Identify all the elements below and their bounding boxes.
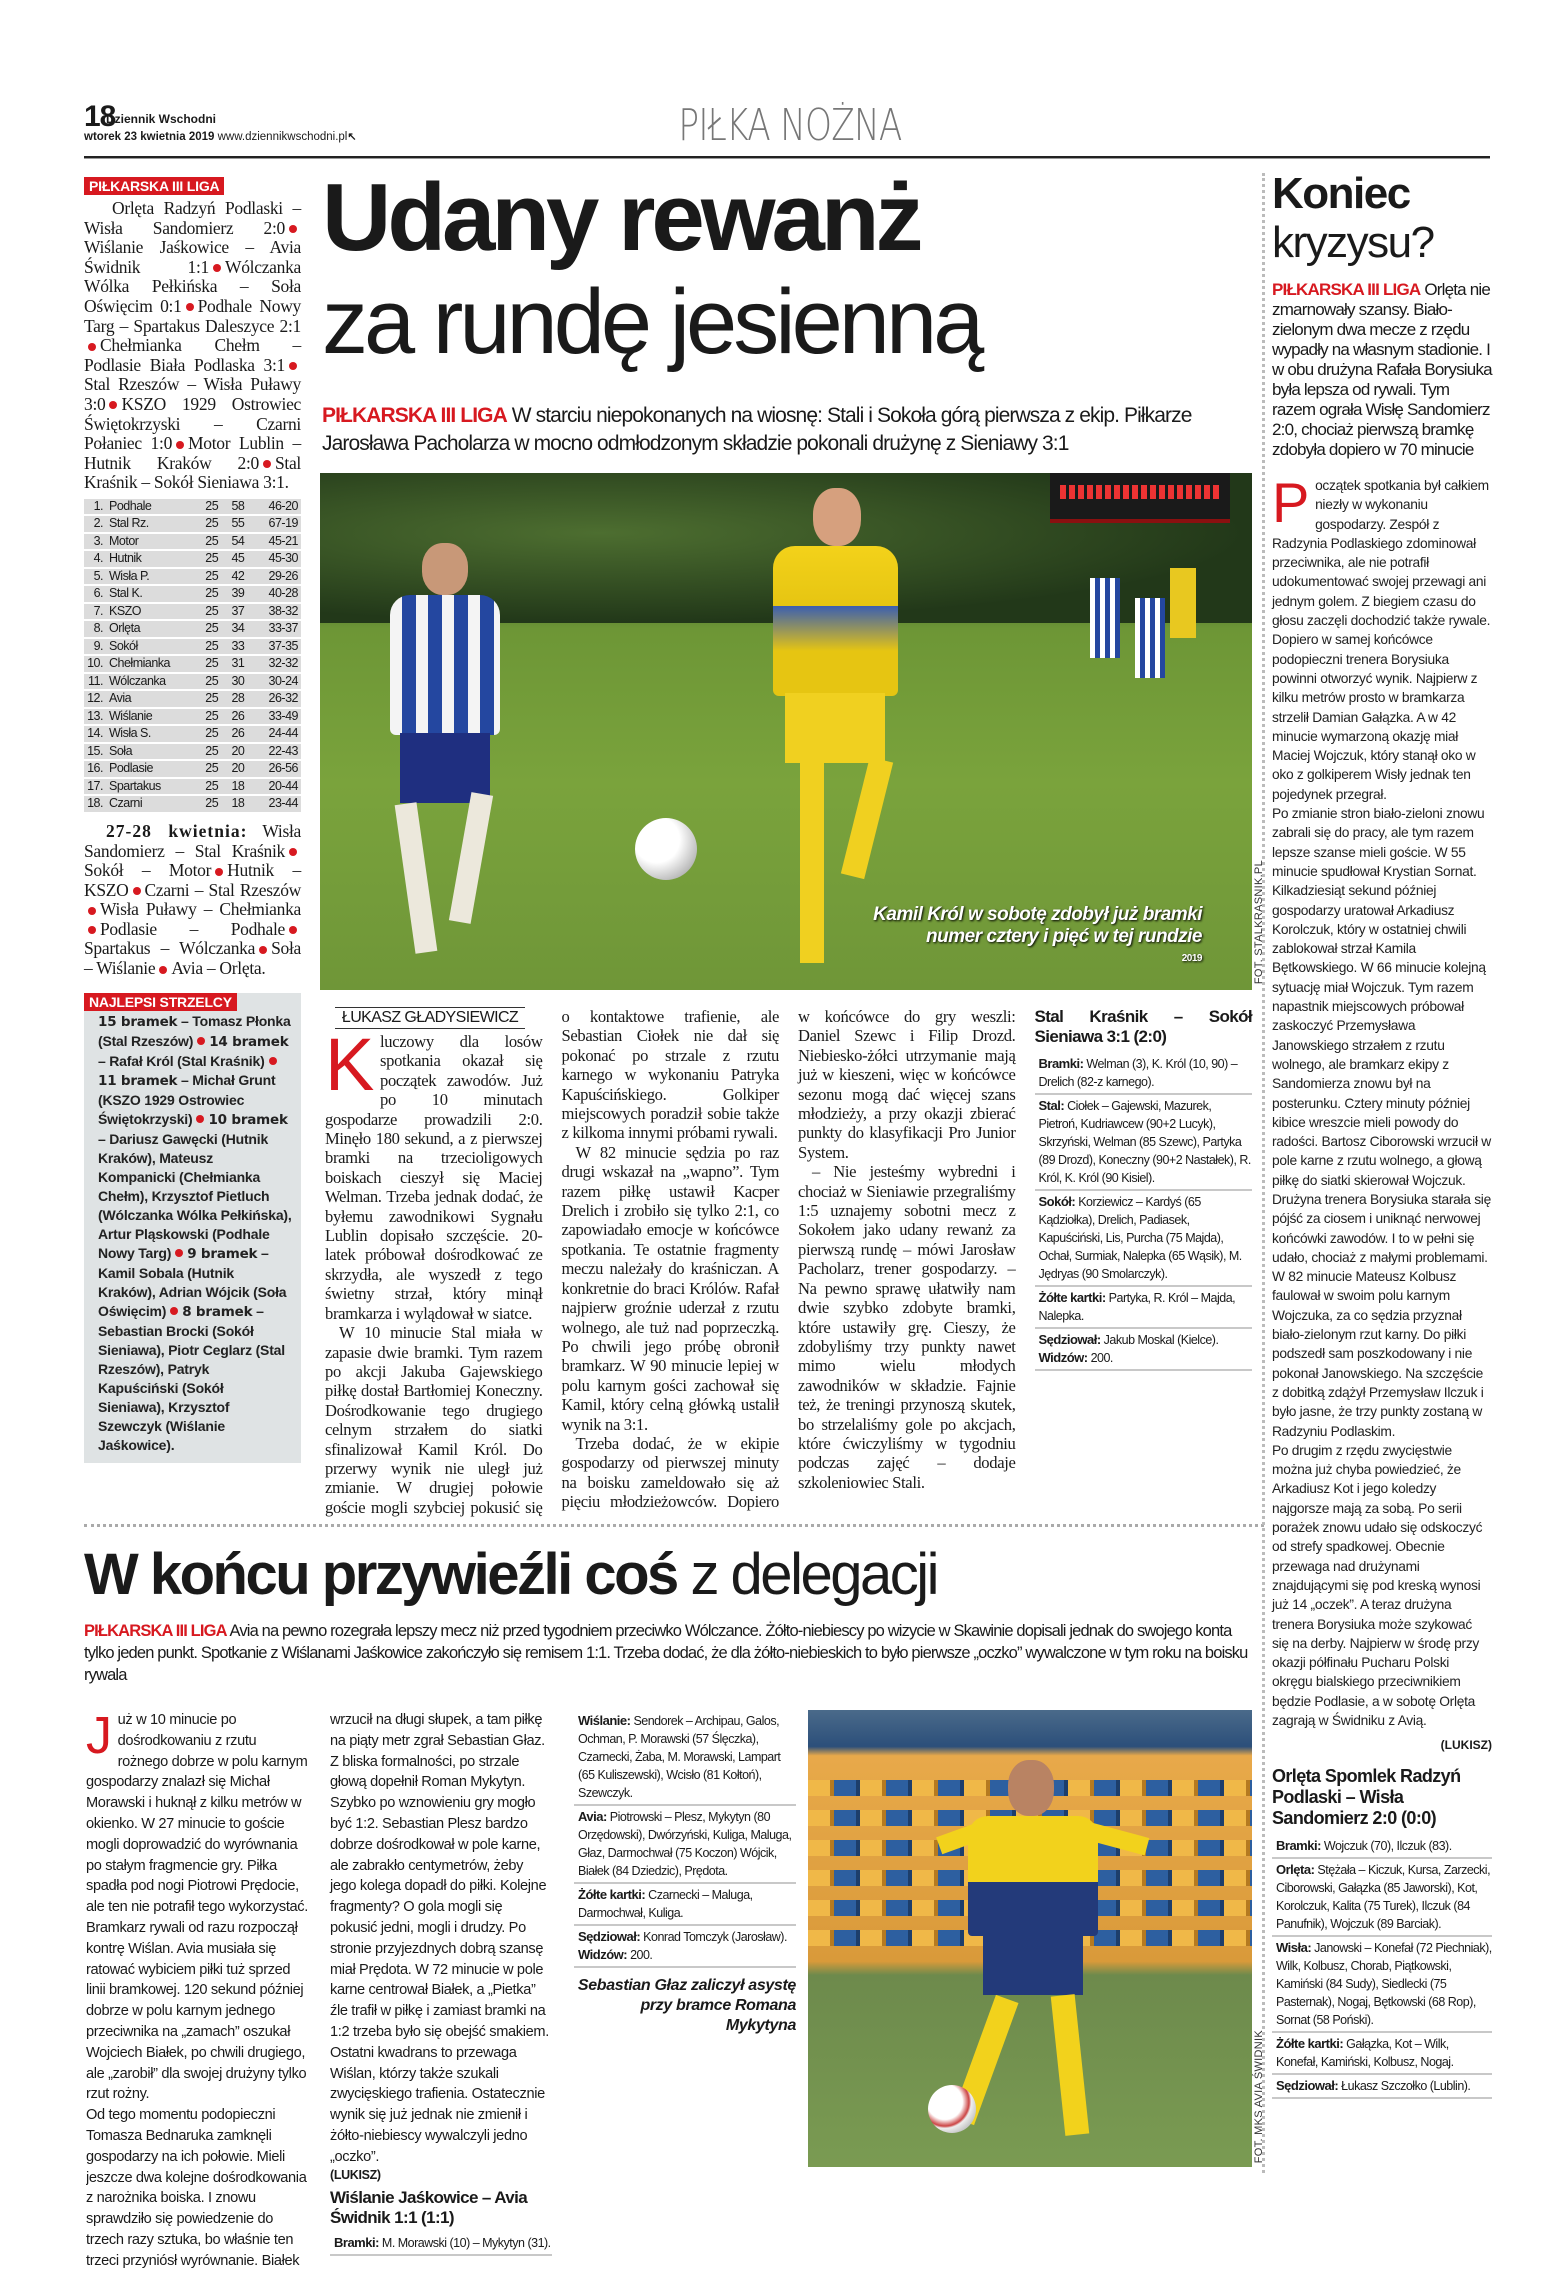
scorer-names: – Dariusz Gawęcki (Hutnik Kraków), Mateusz Kompanicki (Chełmianka Chełm), Krzysztof Pietluch (Wólczanka Wólka Pełkińska), Artur Pląskowski (Podhale Nowy Targ) xyxy=(98,1130,292,1261)
standings-points: 42 xyxy=(225,569,251,585)
bullet-dot-icon xyxy=(88,926,96,934)
stat-label: Widzów: xyxy=(578,1947,628,1962)
fixture-item: Sokół – Motor xyxy=(84,860,212,881)
stat-value: Sendorek – Archipau, Galos, Ochman, P. Morawski (57 Ślęczka), Czarnecki, Żaba, M. Morawski, Lampart (65 Kuliszewski), Wcisło (81 Kołtoń), Szewczyk. xyxy=(578,1714,781,1800)
main-headline-line1: Udany rewanż xyxy=(322,164,920,271)
standings-rank: 12. xyxy=(84,691,106,707)
standings-goals: 33-37 xyxy=(251,621,301,637)
standings-games: 25 xyxy=(199,586,225,602)
main-deck-text: W starciu niepokonanych na wiosnę: Stali i Sokoła górą pierwsza z ekip. Piłkarze Jarosława Pacholarza w mocno odmłodzonym składzie pokonali drużynę z Sieniawy 3:1 xyxy=(322,404,1192,455)
bottom-kicker: PIŁKARSKA III LIGA xyxy=(84,1622,227,1640)
standings-goals: 46-20 xyxy=(251,499,301,515)
standings-team: Motor xyxy=(106,534,199,550)
main-deck xyxy=(322,402,1257,458)
paragraph: Od tego momentu podopieczni Tomasza Bednaruka zamknęli gospodarzy na ich połowie. Mieli jeszcze dwa kolejne dośrodkowania z narożnika boiska. I znowu sprawdziło się powiedzenie do trzech razy sztuka, bo właśnie ten trzeci przyniósł wyrównanie. Białek wrzucił na długi słupek, a tam piłkę na piąty metr zgrał Sebastian Głaz. Z bliska formalności, po strzale głową dopełnił Roman Mykytyn. xyxy=(86,1712,545,2269)
stat-label: Widzów: xyxy=(1038,1350,1088,1365)
standings-points: 26 xyxy=(225,709,251,725)
stat-label: Żółte kartki: xyxy=(1038,1290,1106,1305)
standings-games: 25 xyxy=(199,674,225,690)
standings-goals: 37-35 xyxy=(251,639,301,655)
standings-games: 25 xyxy=(199,761,225,777)
stat-value: Jakub Moskal (Kielce). xyxy=(1103,1333,1219,1347)
standings-goals: 40-28 xyxy=(251,586,301,602)
scorer-names: – Michał Grunt (KSZO 1929 Ostrowiec Świętokrzyski) xyxy=(98,1071,276,1127)
stat-label: Żółte kartki: xyxy=(1276,2036,1344,2052)
background-players xyxy=(1090,558,1200,748)
result-item: Wiślanie Jaśkowice – Avia Świdnik 1:1 xyxy=(84,237,301,277)
paragraph: Po zmianie stron biało-zieloni znowu zabrali się do pracy, ale tym razem lepsze szanse mieli goście. W 55 minucie spudłował Krystian Sornat. Kilkadziesiąt sekund później gospodarzy uratował Arkadiusz Korolczuk, który w ostatniej chwili zablokował strzał Kamila Bętkowskiego. W 66 minucie kolejną sytuację miał Wojczuk. Tym razem napastnik miejscowych próbował zaskoczyć Przemysława Janowskiego strzałem z rzutu wolnego, ale bramkarz ekipy z Sandomierza znowu był na posterunku. Cztery minuty później kibice wreszcie mieli powody do radości. Bartosz Ciborowski wrzucił w pole karne z rzutu wolnego, a głową piłkę do siatki skierował Wojczuk. Drużyna trenera Borysiuka starała się pójść za ciosem i uniknąć nerwowej końcówki zawodów. I to w pełni się udało, chociaż z małymi problemami. W 82 minucie Mateusz Kolbusz faulował w swoim polu karnym Wojczuka, za co sędzia przyznał biało-zielonym rzut karny. Do piłki podszedł sam poszkodowany i nie pokonał Janowskiego. Na szczęście z dobitką zdążył Przemysław Ilczuk i było jasne, że trzy punkty zostaną w Radzyniu Podlaskim. xyxy=(1272,806,1491,1439)
standings-games: 25 xyxy=(199,499,225,515)
match-title: Orlęta Spomlek Radzyń Podlaski – Wisła Sandomierz 2:0 (0:0) xyxy=(1272,1766,1461,1829)
standings-points: 54 xyxy=(225,534,251,550)
issue-date: wtorek 23 kwietnia 2019 xyxy=(84,131,215,143)
standings-row xyxy=(84,621,301,637)
standings-points: 28 xyxy=(225,691,251,707)
fixture-item: Wisła Sandomierz – Stal Kraśnik xyxy=(84,820,301,861)
main-photo xyxy=(320,473,1252,990)
stat-value: Partyka, R. Król – Majda, Nalepka. xyxy=(1038,1291,1236,1323)
standings-rank: 9. xyxy=(84,639,106,655)
stat-label: Wiślanie: xyxy=(578,1713,631,1728)
standings-games: 25 xyxy=(199,796,225,812)
bullet-dot-icon xyxy=(289,362,297,370)
standings-team: Hutnik xyxy=(106,551,199,567)
standings-goals: 26-32 xyxy=(251,691,301,707)
standings-row xyxy=(84,779,301,795)
bullet-dot-icon xyxy=(263,460,271,468)
bullet-dot-icon xyxy=(196,1115,204,1123)
standings-team: Spartakus xyxy=(106,779,199,795)
standings-games: 25 xyxy=(199,691,225,707)
stat-value: 200. xyxy=(1090,1351,1113,1365)
standings-rank: 13. xyxy=(84,709,106,725)
photo-caption: Sebastian Głaz zaliczył asystę przy bramce Romana Mykytyna xyxy=(577,1977,796,2034)
bullet-dot-icon xyxy=(88,907,96,915)
stat-value: Łukasz Szczołko (Lublin). xyxy=(1341,2079,1471,2094)
paper-name: Dziennik Wschodni xyxy=(106,112,217,126)
bullet-dot-icon xyxy=(289,848,297,856)
side-title-line2: kryzysu? xyxy=(1272,218,1434,267)
dotted-divider xyxy=(84,1524,1264,1527)
main-kicker: PIŁKARSKA III LIGA xyxy=(322,404,507,427)
stat-label: Orlęta: xyxy=(1276,1862,1315,1878)
bullet-dot-icon xyxy=(289,225,297,233)
standings-games: 25 xyxy=(199,726,225,742)
standings-row xyxy=(84,569,301,585)
fixture-item: Podlasie – Podhale xyxy=(100,918,285,939)
standings-team: KSZO xyxy=(106,604,199,620)
bullet-dot-icon xyxy=(175,1249,183,1257)
bullet-dot-icon xyxy=(289,926,297,934)
standings-points: 37 xyxy=(225,604,251,620)
stat-value: Gałązka, Kot – Wilk, Konefał, Kamiński, Kolbusz, Nogaj. xyxy=(1276,2037,1454,2070)
standings-games: 25 xyxy=(199,709,225,725)
standings-rank: 7. xyxy=(84,604,106,620)
scorer-names: – Rafał Król (Stal Kraśnik) xyxy=(98,1052,265,1069)
standings-points: 26 xyxy=(225,726,251,742)
stat-value: Wojczuk (70), Ilczuk (83). xyxy=(1323,1839,1452,1854)
standings-rank: 8. xyxy=(84,621,106,637)
bottom-photo xyxy=(808,1710,1252,2167)
scorer-goals: 15 bramek xyxy=(98,1013,178,1030)
paragraph: Szybko po wznowieniu gry mogło być 1:2. Sebastian Plesz bardzo dobrze dośrodkował w pole karne, ale zabrakło centymetrów, żeby jego kolega dopadł do piłki. Kolejne fragmenty? O gola mogli się pokusić jedni, mogli i drudzy. Po stronie przyjezdnych dobrą szansę miał Prędota. W 72 minucie w pole karne centrował Białek, a „Pietka” źle trafił w piłkę i zamiast bramki na 1:2 trzeba było się obejść smakiem. Ostatni kwadrans to przewaga Wiślan, którzy także szukali zwycięskiego trafienia. Ostatecznie wynik się już jednak nie zmienił i żółto-niebiescy wywalczyli jedno „oczko”. xyxy=(330,1795,549,2165)
standings-points: 20 xyxy=(225,761,251,777)
top-scorers-box xyxy=(84,993,301,1463)
paragraph: W 10 minucie Stal miała w zapasie dwie bramki. Tym razem po akcji Jakuba Gajewskiego piłkę dostał Bartłomiej Koneczny. Dośrodkowanie tego drugiego celnym strzałem do siatki sfinalizował Kamil Król. Do przerwy wynik nie uległ już zmianie. W drugiej połowie goście mogli szybciej pokusić się o kontaktowe trafienie, ale Sebastian Ciołek nie dał się pokonać po strzale z rzutu karnego w wykonaniu Patryka Kapuścińskiego. Golkiper miejscowych poradził sobie także z kilkoma innymi próbami rywali. xyxy=(325,1007,779,1517)
standings-rank: 11. xyxy=(84,674,106,690)
result-item: Wólczanka Wólka Pełkińska – Soła Oświęcim 0:1 xyxy=(84,256,301,316)
side-kicker: PIŁKARSKA III LIGA xyxy=(1272,280,1421,299)
paragraph: Po drugim z rzędu zwycięstwie można już chyba powiedzieć, że Arkadiusz Kot i jego koledzy najgorsze mają za sobą. Po serii porażek znowu udało się odskoczyć od strefy spadkowej. Obecnie przewaga nad drużynami znajdującymi się pod kreską wynosi już 14 „oczek”. A teraz drużyna trenera Borysiuka może szykować się na derby. Najpierw w środę przy okazji półfinału Pucharu Polski okręgu bialskiego przeciwnikiem będzie Podlasie, a w sobotę Orlęta zagrają w Świdniku z Avią. xyxy=(1272,1442,1483,1728)
stat-label: Sędziował: xyxy=(578,1929,641,1944)
side-title-line1: Koniec xyxy=(1272,169,1410,218)
standings-goals: 30-24 xyxy=(251,674,301,690)
match-stat-row xyxy=(1035,1053,1253,1095)
standings-points: 55 xyxy=(225,516,251,532)
standings-rank: 6. xyxy=(84,586,106,602)
stat-label: Wisła: xyxy=(1276,1940,1312,1956)
bullet-dot-icon xyxy=(176,441,184,449)
bullet-dot-icon xyxy=(109,401,117,409)
stat-label: Żółte kartki: xyxy=(578,1887,646,1902)
match-stats-box xyxy=(1035,1007,1253,1371)
standings-points: 39 xyxy=(225,586,251,602)
standings-row xyxy=(84,639,301,655)
player-blue-white xyxy=(360,543,530,973)
league-sidebar xyxy=(84,177,301,1463)
stat-label: Stal: xyxy=(1038,1098,1065,1113)
section-title: PIŁKA NOŻNA xyxy=(678,100,902,151)
standings-rank: 3. xyxy=(84,534,106,550)
stat-value: 200. xyxy=(630,1948,653,1962)
scorer-names: – Tomasz Płonka (Stal Rzeszów) xyxy=(98,1012,291,1049)
match-title: Wiślanie Jaśkowice – Avia Świdnik 1:1 (1:1) xyxy=(330,2187,528,2227)
paragraph: – Nie jesteśmy wybredni i chociaż w Sieniawie przegraliśmy 1:5 uznajemy sobotni mecz z Sokołem jako udany rewanż za pierwszą rundę – mówi Jarosław Pacholarz, trener gospodarzy. – Na pewno sprawę ułatwiły nam dwie szybko zdobyte bramki, które ustawiły grę. Cieszy, że zdobyliśmy trzy punkty nawet mimo wielu młodych zawodników w składzie. Fajnie też, że treningi przynoszą skutek, bo strzelaliśmy gole po akcjach, które ćwiczyliśmy w tygodniu podczas zajęć – dodaje szkoleniowiec Stali. xyxy=(798,1162,1016,1492)
standings-goals: 32-32 xyxy=(251,656,301,672)
standings-rank: 2. xyxy=(84,516,106,532)
stat-value: Korziewicz – Kardyś (65 Kądziołka), Drelich, Padiasek, Kapuściński, Lis, Purcha (75 Majda), Ochał, Surmiak, Nalepka (65 Wąsik), M. Jędryas (90 Smolarczyk). xyxy=(1038,1195,1242,1281)
result-item: Podhale Nowy Targ – Spartakus Daleszyce 2:1 xyxy=(84,295,301,336)
stat-value: Stężała – Kiczuk, Kursa, Zarzecki, Ciborowski, Gałązka (85 Jaworski), Kot, Korolczuk, Kalita (75 Turek), Ilczuk (84 Panufnik), Wojczuk (89 Barciak). xyxy=(1276,1863,1491,1932)
scoreboard xyxy=(1050,473,1230,523)
result-item: Stal Rzeszów – Wisła Puławy 3:0 xyxy=(84,374,301,414)
standings-team: Orlęta xyxy=(106,621,199,637)
bullet-dot-icon xyxy=(88,343,96,351)
stat-value: M. Morawski (10) – Mykytyn (31). xyxy=(381,2235,551,2250)
stat-value: Welman (3), K. Król (10, 90) – Drelich (82-z karnego). xyxy=(1038,1057,1238,1089)
standings-points: 18 xyxy=(225,779,251,795)
standings-games: 25 xyxy=(199,621,225,637)
scorer-goals: 8 bramek xyxy=(182,1303,253,1320)
scorer-goals: 9 bramek xyxy=(187,1245,258,1262)
standings-goals: 29-26 xyxy=(251,569,301,585)
fixture-item: Wisła Puławy – Chełmianka xyxy=(100,899,301,920)
standings-team: Czarni xyxy=(106,796,199,812)
standings-goals: 38-32 xyxy=(251,604,301,620)
signature: (LUKISZ) xyxy=(330,2167,381,2182)
standings-team: Avia xyxy=(106,691,199,707)
stat-label: Avia: xyxy=(578,1809,607,1824)
bullet-dot-icon xyxy=(159,966,167,974)
photo-year: 2019 xyxy=(1181,953,1202,964)
standings-row xyxy=(84,586,301,602)
bullet-dot-icon xyxy=(170,1307,178,1315)
bottom-deck: PIŁKARSKA III LIGA Avia na pewno rozegrała lepszy mecz niż przed tygodniem przeciwko Wólczance. Żółto-niebiescy po wizycie w Skawinie dopisali jednak do swojego konta tylko jeden punkt. Spotkanie z Wiślanami Jaśkowice zakończyło się remisem 1:1. Trzeba dodać, że dla żółto-niebieskich to było pierwsze „oczko” wywalczone w tym roku na boisku rywala xyxy=(84,1622,1248,1684)
stat-value: Ciołek – Gajewski, Mazurek, Pietroń, Kudriawcew (90+2 Lucyk), Skrzyński, Welman (85 Szewc), Partyka (89 Drozd), Koneczny (90+2 Nastałek), R. Król, K. Król (90 Kisiel). xyxy=(1038,1099,1251,1185)
stat-label: Bramki: xyxy=(1276,1838,1321,1854)
side-deck: PIŁKARSKA III LIGA Orlęta nie zmarnowały szansy. Biało-zielonym dwa mecze z rzędu wypadły na własnym stadionie. I w obu drużyna Rafała Borysiuka była lepsza od rywali. Tym razem ograła Wisłę Sandomierz 2:0, chociaż pierwszą bramkę zdobyła dopiero w 70 minucie xyxy=(1272,280,1492,459)
standings-row xyxy=(84,761,301,777)
standings-games: 25 xyxy=(199,569,225,585)
standings-goals: 26-56 xyxy=(251,761,301,777)
standings-team: Stal Rz. xyxy=(106,516,199,532)
paragraph: Już w 10 minucie po dośrodkowaniu z rzutu rożnego dobrze w polu karnym gospodarzy znalazł się Michał Morawski i huknął z kilku metrów w okienko. W 27 minucie to goście mogli doprowadzić do wyrównania po stałym fragmencie gry. Piłka spadła pod nogi Piotrowi Prędocie, ale ten nie potrafił tego wykorzystać. Bramkarz rywali od razu rozpoczął kontrę Wiślan. Avia musiała się ratować wybiciem piłki tuż sprzed linii bramkowej. 120 sekund później dobrze w polu karnym jednego przeciwnika na „zamach” oszukał Wojciech Białek, po chwili drugiego, ale „zarobił” dla swojej drużyny tylko rzut rożny. xyxy=(86,1710,308,2103)
match-stats-box xyxy=(1272,1766,1492,2099)
standings-rank: 17. xyxy=(84,779,106,795)
scorer-goals: 11 bramek xyxy=(98,1072,178,1089)
scorer-goals: 10 bramek xyxy=(208,1111,288,1128)
standings-goals: 67-19 xyxy=(251,516,301,532)
bottom-article-body xyxy=(86,1710,796,2272)
standings-rank: 16. xyxy=(84,761,106,777)
match-stat-row xyxy=(1272,2033,1492,2075)
standings-team: Chełmianka xyxy=(106,656,199,672)
match-stat-row xyxy=(574,1806,796,1884)
standings-rank: 1. xyxy=(84,499,106,515)
match-stat-row xyxy=(1035,1287,1253,1329)
paragraph: Początek spotkania był całkiem niezły w wykonaniu gospodarzy. Zespół z Radzynia Podlaskiego zdominował przeciwnika, ale nie potrafił udokumentować swojej przewagi ani jednym golem. Z biegiem czasu do głosu zaczęli dochodzić także rywale. Dopiero w samej końcówce podopieczni trenera Borysiuka powinni otworzyć wynik. Najpierw z kilku metrów prosto w bramkarza strzelił Damian Gałązka. A w 42 minucie wymarzoną okazję miał Maciej Wojczuk, który stanął oko w oko z golkiperem Wisły jednak ten pojedynek przegrał. xyxy=(1272,471,1491,802)
match-stat-row xyxy=(1272,2075,1492,2099)
standings-rank: 5. xyxy=(84,569,106,585)
result-item: KSZO 1929 Ostrowiec Świętokrzyski – Czarni Połaniec 1:0 xyxy=(84,393,301,454)
standings-games: 25 xyxy=(199,744,225,760)
stat-value: Janowski – Konefał (72 Piechniak), Wilk, Kolbusz, Chorab, Piątkowski, Kamiński (84 Sudy), Siedlecki (75 Pasternak), Nogaj, Bętkowski (68 Rop), Sornat (58 Poński). xyxy=(1276,1941,1492,2028)
scorer-names: – Sebastian Brocki (Sokół Sieniawa), Piotr Ceglarz (Stal Rzeszów), Patryk Kapuściński (Sokół Sieniawa), Krzysztof Szewczyk (Wiślanie Jaśkowice). xyxy=(98,1302,285,1453)
standings-goals: 45-30 xyxy=(251,551,301,567)
signature: (LUKISZ) xyxy=(1440,1738,1492,1753)
fixture-item: Czarni – Stal Rzeszów xyxy=(144,879,301,900)
standings-team: Wiślanie xyxy=(106,709,199,725)
fixtures-list xyxy=(84,822,301,979)
side-article-body xyxy=(1272,471,1492,1730)
bullet-dot-icon xyxy=(215,868,223,876)
standings-row xyxy=(84,534,301,550)
photo-credit: FOT. MKS AVIA ŚWIDNIK xyxy=(1253,2030,1265,2164)
league-label: PIŁKARSKA III LIGA xyxy=(84,177,224,195)
page-number: 18 xyxy=(84,100,116,133)
standings-team: Wólczanka xyxy=(106,674,199,690)
standings-games: 25 xyxy=(199,656,225,672)
match-stat-row xyxy=(1035,1329,1253,1371)
bullet-dot-icon xyxy=(259,946,267,954)
bullet-dot-icon xyxy=(269,1057,277,1065)
standings-points: 33 xyxy=(225,639,251,655)
paragraph: Trzeba dodać, że w ekipie gospodarzy od pierwszej minuty na boisku zameldowało się aż pięciu młodzieżowców. Dopiero w końcówce do gry weszli: Daniel Szewc i Filip Drozd. Niebiesko-żółci utrzymanie mają już w kieszeni, więc w końcówce sezonu mogą dać więcej szans młodzieży, a przy okazji zbierać punkty do klasyfikacji Pro Junior System. xyxy=(561,1007,1016,1512)
photo-credit: FOT. STALKRASNIK.PL xyxy=(1253,860,1265,985)
cursor-icon: ↖ xyxy=(347,131,357,143)
standings-goals: 45-21 xyxy=(251,534,301,550)
standings-team: Sokół xyxy=(106,639,199,655)
paragraph: W 82 minucie sędzia po raz drugi wskazał na „wapno”. Tym razem piłkę ustawił Kacper Drelich i zrobiło się tylko 2:1, co zapowiadało emocje w końcówce spotkania. Te ostatnie fragmenty meczu należały do kraśniczan. A konkretnie do braci Królów. Rafał najpierw groźnie uderzał z rzutu wolnego, ale tuż nad poprzeczką. Po chwili jego próbę obronił bramkarz. W 90 minucie lepiej w polu karnym gości zachował się Kamil, który celną główką ustalił wynik na 3:1. xyxy=(561,1142,779,1434)
drop-cap: P xyxy=(1272,471,1310,534)
match-stat-row xyxy=(574,1926,796,1968)
standings-points: 45 xyxy=(225,551,251,567)
stat-label: Sędziował: xyxy=(1276,2078,1339,2094)
side-article xyxy=(1272,170,1492,2099)
standings-team: Wisła P. xyxy=(106,569,199,585)
standings-goals: 23-44 xyxy=(251,796,301,812)
fixture-item: Hutnik – KSZO xyxy=(84,860,301,900)
match-title: Stal Kraśnik – Sokół Sieniawa 3:1 (2:0) xyxy=(1034,1007,1252,1046)
standings-rank: 18. xyxy=(84,796,106,812)
standings-table xyxy=(84,497,301,814)
standings-goals: 24-44 xyxy=(251,726,301,742)
standings-points: 58 xyxy=(225,499,251,515)
main-headline-line2: za rundę jesienną xyxy=(322,271,981,373)
standings-rank: 15. xyxy=(84,744,106,760)
result-item: Motor Lublin – Hutnik Kraków 2:0 xyxy=(84,433,301,473)
football xyxy=(928,2085,976,2133)
standings-row xyxy=(84,674,301,690)
standings-row xyxy=(84,726,301,742)
standings-games: 25 xyxy=(199,639,225,655)
match-stat-row xyxy=(1272,1937,1492,2033)
standings-rank: 4. xyxy=(84,551,106,567)
result-item: Stal Kraśnik – Sokół Sieniawa 3:1. xyxy=(84,452,301,493)
stat-label: Sędziował: xyxy=(1038,1332,1101,1347)
photo-caption: Kamil Król w sobotę zdobył już bramki numer cztery i pięć w tej rundzie 2019 xyxy=(872,904,1202,970)
stat-label: Bramki: xyxy=(1038,1056,1084,1071)
standings-row xyxy=(84,499,301,515)
standings-games: 25 xyxy=(199,779,225,795)
standings-goals: 22-43 xyxy=(251,744,301,760)
fixture-item: Spartakus – Wólczanka xyxy=(84,938,256,959)
standings-team: Soła xyxy=(106,744,199,760)
standings-points: 20 xyxy=(225,744,251,760)
paragraph: Kluczowy dla losów spotkania okazał się początek zawodów. Już po 10 minutach gospodarze prowadzili 2:0. Minęło 180 sekund, a z pierwszej bramki na trzecioligowych boiskach cieszył się Maciej Welman. Trzeba jednak dodać, że byłemu zawodnikowi Sygnału Lublin dopisało szczęście. 20-latek próbował dośrodkować ze skrzydła, ale wyszedł z tego świetny strzał, który minął bramkarza i wylądował w siatce. xyxy=(325,1023,543,1323)
header-rule xyxy=(84,156,1490,159)
standings-rank: 10. xyxy=(84,656,106,672)
top-scorers-list xyxy=(84,1012,293,1455)
fixture-item: Soła – Wiślanie xyxy=(84,938,301,979)
bullet-dot-icon xyxy=(197,1037,205,1045)
standings-row xyxy=(84,796,301,812)
standings-row xyxy=(84,744,301,760)
standings-row xyxy=(84,551,301,567)
stat-label: Bramki: xyxy=(334,2234,379,2250)
bullet-dot-icon xyxy=(186,303,194,311)
fixtures-date: 27-28 kwietnia: xyxy=(106,820,248,841)
scorer-names: – Kamil Sobala (Hutnik Kraków), Adrian Wójcik (Soła Oświęcim) xyxy=(98,1244,287,1319)
dotted-column-divider xyxy=(1262,173,1265,2173)
standings-goals: 20-44 xyxy=(251,779,301,795)
match-stat-row xyxy=(574,1710,796,1806)
match-stat-row xyxy=(1272,1859,1492,1937)
standings-goals: 33-49 xyxy=(251,709,301,725)
stat-value: Czarnecki – Maluga, Darmochwał, Kuliga. xyxy=(578,1888,753,1920)
standings-games: 25 xyxy=(199,551,225,567)
author-byline: ŁUKASZ GŁADYSIEWICZ xyxy=(335,1007,525,1029)
stat-value: Konrad Tomczyk (Jarosław). xyxy=(643,1930,787,1944)
stat-label: Sokół: xyxy=(1038,1194,1076,1209)
match-stat-row xyxy=(574,1884,796,1926)
standings-games: 25 xyxy=(199,604,225,620)
drop-cap: K xyxy=(325,1023,375,1106)
standings-row xyxy=(84,604,301,620)
standings-team: Wisła S. xyxy=(106,726,199,742)
standings-points: 30 xyxy=(225,674,251,690)
drop-cap: J xyxy=(86,1710,112,1765)
scorer-goals: 14 bramek xyxy=(209,1033,289,1050)
result-item: Chełmianka Chełm – Podlasie Biała Podlaska 3:1 xyxy=(84,335,301,375)
result-item: Orlęta Radzyń Podlaski – Wisła Sandomierz 2:0 xyxy=(84,198,301,238)
standings-games: 25 xyxy=(199,534,225,550)
standings-row xyxy=(84,656,301,672)
standings-points: 31 xyxy=(225,656,251,672)
standings-row xyxy=(84,516,301,532)
stat-value: Piotrowski – Plesz, Mykytyn (80 Orzędowski), Dwórzyński, Kuliga, Maluga, Głaz, Darmochwał (75 Koczon) Wójcik, Białek (84 Dziedzic), Prędota. xyxy=(578,1810,792,1878)
standings-team: Podhale xyxy=(106,499,199,515)
standings-row xyxy=(84,691,301,707)
match-stat-row xyxy=(1035,1095,1253,1191)
bullet-dot-icon xyxy=(133,887,141,895)
issue-date-line xyxy=(84,130,357,143)
match-stat-row xyxy=(1035,1191,1253,1287)
results-list xyxy=(84,199,301,493)
football xyxy=(635,818,697,880)
match-stat-row xyxy=(1272,1835,1492,1859)
top-scorers-label: NAJLEPSI STRZELCY xyxy=(84,993,237,1011)
main-article-body xyxy=(325,1007,1252,1522)
fixture-item: Avia – Orlęta. xyxy=(171,958,266,979)
standings-team: Stal K. xyxy=(106,586,199,602)
standings-points: 34 xyxy=(225,621,251,637)
site-url[interactable]: www.dziennikwschodni.pl xyxy=(217,131,348,143)
standings-rank: 14. xyxy=(84,726,106,742)
standings-games: 25 xyxy=(199,516,225,532)
bullet-dot-icon xyxy=(213,264,221,272)
standings-points: 18 xyxy=(225,796,251,812)
match-stat-row xyxy=(330,2232,552,2256)
bottom-headline: W końcu przywieźli coś z delegacji xyxy=(84,1542,937,1607)
standings-row xyxy=(84,709,301,725)
standings-team: Podlasie xyxy=(106,761,199,777)
